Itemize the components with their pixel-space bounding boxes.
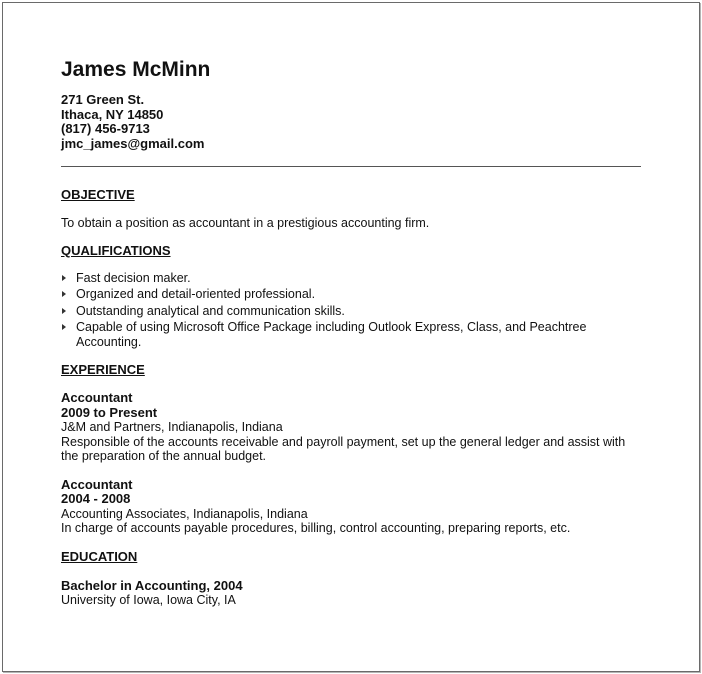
job-entry <box>61 478 641 536</box>
job-title: Accountant <box>61 476 133 492</box>
qualification-text: Capable of using Microsoft Office Package including Outlook Express, Class, and Peachtree Accounting. <box>76 320 587 349</box>
candidate-name: James McMinn <box>61 58 211 81</box>
degree: Bachelor in Accounting, 2004 <box>61 577 243 593</box>
bullet-icon <box>62 291 66 297</box>
list-item <box>61 320 641 349</box>
objective-heading: OBJECTIVE <box>61 187 135 202</box>
qualifications-list <box>61 271 641 350</box>
resume-content <box>61 57 641 608</box>
objective-text: To obtain a position as accountant in a prestigious accounting firm. <box>61 216 430 230</box>
school: University of Iowa, Iowa City, IA <box>61 593 236 607</box>
list-item <box>61 304 641 319</box>
education-heading: EDUCATION <box>61 548 138 564</box>
bullet-icon <box>62 275 66 281</box>
education-entry <box>61 579 641 608</box>
phone-number: (817) 456-9713 <box>61 121 150 136</box>
bullet-icon <box>62 324 66 330</box>
job-entry <box>61 391 641 464</box>
job-dates: 2004 - 2008 <box>61 491 131 506</box>
email-address: jmc_james@gmail.com <box>61 135 205 151</box>
job-title: Accountant <box>61 390 133 405</box>
qualification-text: Organized and detail-oriented professional. <box>76 287 316 301</box>
experience-heading: EXPERIENCE <box>61 362 145 377</box>
list-item <box>61 271 641 286</box>
job-company: Accounting Associates, Indianapolis, Indiana <box>61 506 308 521</box>
qualification-text: Outstanding analytical and communication skills. <box>76 303 345 318</box>
qualification-text: Fast decision maker. <box>76 270 191 285</box>
resume-page <box>2 2 700 672</box>
address-line-1: 271 Green St. <box>61 92 145 107</box>
job-description: In charge of accounts payable procedures, billing, control accounting, preparing reports, etc. <box>61 521 571 535</box>
job-company: J&M and Partners, Indianapolis, Indiana <box>61 420 283 434</box>
job-dates: 2009 to Present <box>61 404 158 420</box>
address-line-2: Ithaca, NY 14850 <box>61 106 164 122</box>
header-divider <box>61 166 641 167</box>
bullet-icon <box>62 308 66 314</box>
job-description: Responsible of the accounts receivable and payroll payment, set up the general ledger and assist with the preparation of the annual budget. <box>61 434 626 463</box>
qualifications-heading: QUALIFICATIONS <box>61 242 171 258</box>
contact-block <box>61 93 641 151</box>
list-item <box>61 287 641 302</box>
